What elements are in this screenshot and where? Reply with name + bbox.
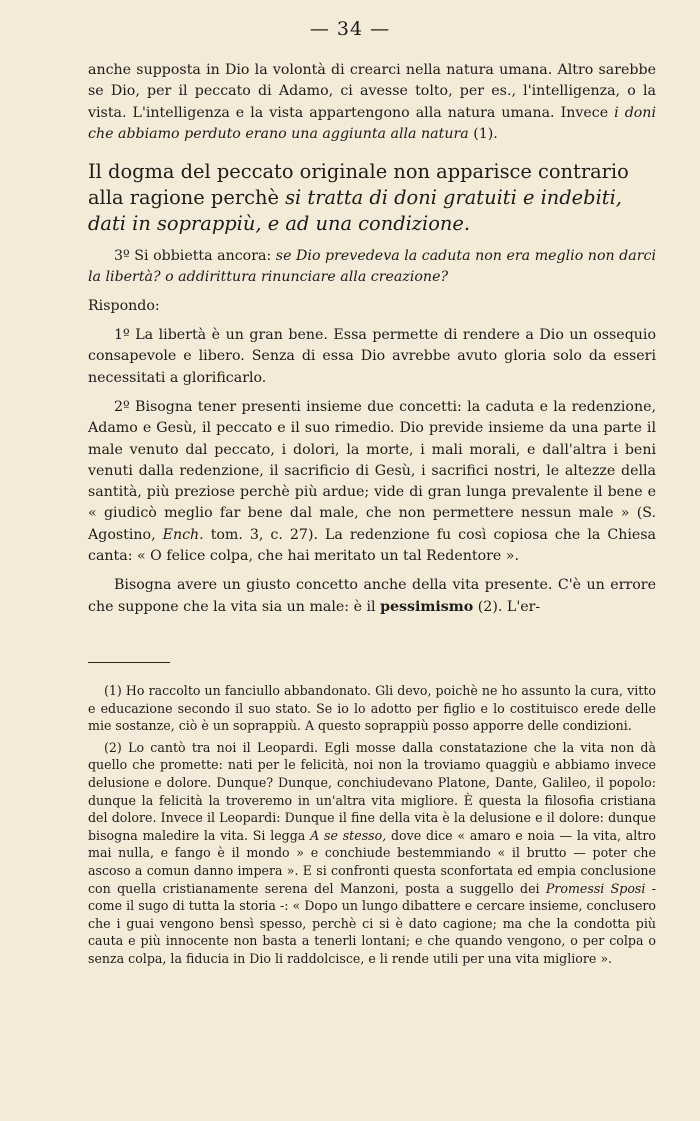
heading-italic: si tratta di doni gratuiti e indebiti, dati in soprappiù, e ad una condizione. [88,186,622,236]
intro-paragraph [88,60,656,145]
reply-label: Rispondo: [88,297,160,314]
footnote-2-italic-a: A se stesso, [310,827,387,843]
point-2-italic: Ench. [162,526,204,543]
footnotes [88,682,656,972]
page-number: — 34 — [309,18,391,40]
last-paragraph-bold: pessimismo [380,598,474,615]
footnote-1: (1) Ho raccolto un fanciullo abbandonato. Gli devo, poichè ne ho assunto la cura, vitto e educazione secondo il suo stato. Se io lo adotto per figlio e lo costituisco erede delle mie sostanze, ciò è un soprappiù. A questo soprappiù posso apporre delle condizioni. [88,683,656,734]
footnote-2-text-a: (2) Lo cantò tra noi il Leopardi. Egli mosse dalla constatazione che la vita non dà quello che promette: nati per le felicità, noi non la troviamo quaggiù e abbiamo invece delusione e dolore. Dunque? Dunque, conchiudevano Platone, Dante, Galileo, il popolo: dunque la felicità la troveremo in un'altra vita migliore. È questa la filosofia cristiana del dolore. Invece il Leopardi: Dunque il fine della vita è la delusione e il dolore: dunque bisogna maledire la vita. Si legga [88,739,656,843]
last-paragraph-tail: (2). L'er- [473,598,541,615]
footnote-2 [88,739,656,968]
objection-italic: se Dio prevedeva la caduta non era meglio non darci la libertà? o addirittura rinunciare alla creazione? [88,248,656,286]
point-1: 1º La libertà è un gran bene. Essa permette di rendere a Dio un ossequio consapevole e libero. Senza di essa Dio avrebbe avuto gloria solo da esseri necessitati a glorificarlo. [88,327,656,386]
footnote-2-text-c: - come il sugo di tutta la storia -: « Dopo un lungo dibattere e cercare insieme, conclusero che i guai vengono bensì spesso, perchè ci si è dato cagione; ma che la condotta più cauta e più innocente non basta a tenerli lontani; e che quando vengono, o per colpa o senza colpa, la fiducia in Dio li raddolcisce, e li rende utili per una vita migliore ». [88,880,656,966]
footnote-2-italic-b: Promessi Sposi [545,880,646,896]
intro-text: anche supposta in Dio la volontà di crearci nella natura umana. Altro sarebbe se Dio, per il peccato di Adamo, ci avesse tolto, per es., l'intelligenza, o la vista. L'intelligenza e la vista appartengono alla natura umana. Invece [88,62,656,121]
point-2-tail: tom. 3, c. 27). La redenzione fu così copiosa che la Chiesa canta: « O felice colpa, che hai meritato un tal Redentore ». [88,526,656,565]
intro-italic: i doni che abbiamo perduto erano una aggiunta alla natura [88,104,656,142]
section-heading [88,159,656,237]
main-text [88,60,656,618]
intro-tail: (1). [468,125,498,142]
point-2-text: 2º Bisogna tener presenti insieme due concetti: la caduta e la redenzione, Adamo e Gesù, il peccato e il suo rimedio. Dio previde insieme da una parte il male venuto dal peccato, i dolori, la morte, i mali morali, e dall'altra i beni venuti dalla redenzione, il sacrificio di Gesù, i sacrifici nostri, le altezze della santità, più preziose perchè più ardue; vide di gran lunga prevalente il bene e « giudicò meglio far bene dal male, che non permettere nessun male » (S. Agostino, [88,398,656,543]
last-paragraph-text: Bisogna avere un giusto concetto anche della vita presente. C'è un errore che suppone che la vita sia un male: è il [88,577,656,615]
last-paragraph [88,575,656,618]
heading-text: Il dogma del peccato originale non apparisce contrario alla ragione perchè [88,160,629,210]
objection-paragraph [88,246,656,289]
footnote-2-text-b: dove dice « amaro e noia — la vita, altro mai nulla, e fango è il mondo » e conchiude bestemmiando « il brutto — poter che ascoso a comun danno impera ». E si confronti questa sconfortata ed empia conclusione con quella cristianamente serena del Manzoni, posta a suggello dei [88,827,656,896]
point-2 [88,397,656,567]
objection-number: 3º Si obbietta ancora: [114,248,276,265]
footnote-divider [88,662,170,663]
